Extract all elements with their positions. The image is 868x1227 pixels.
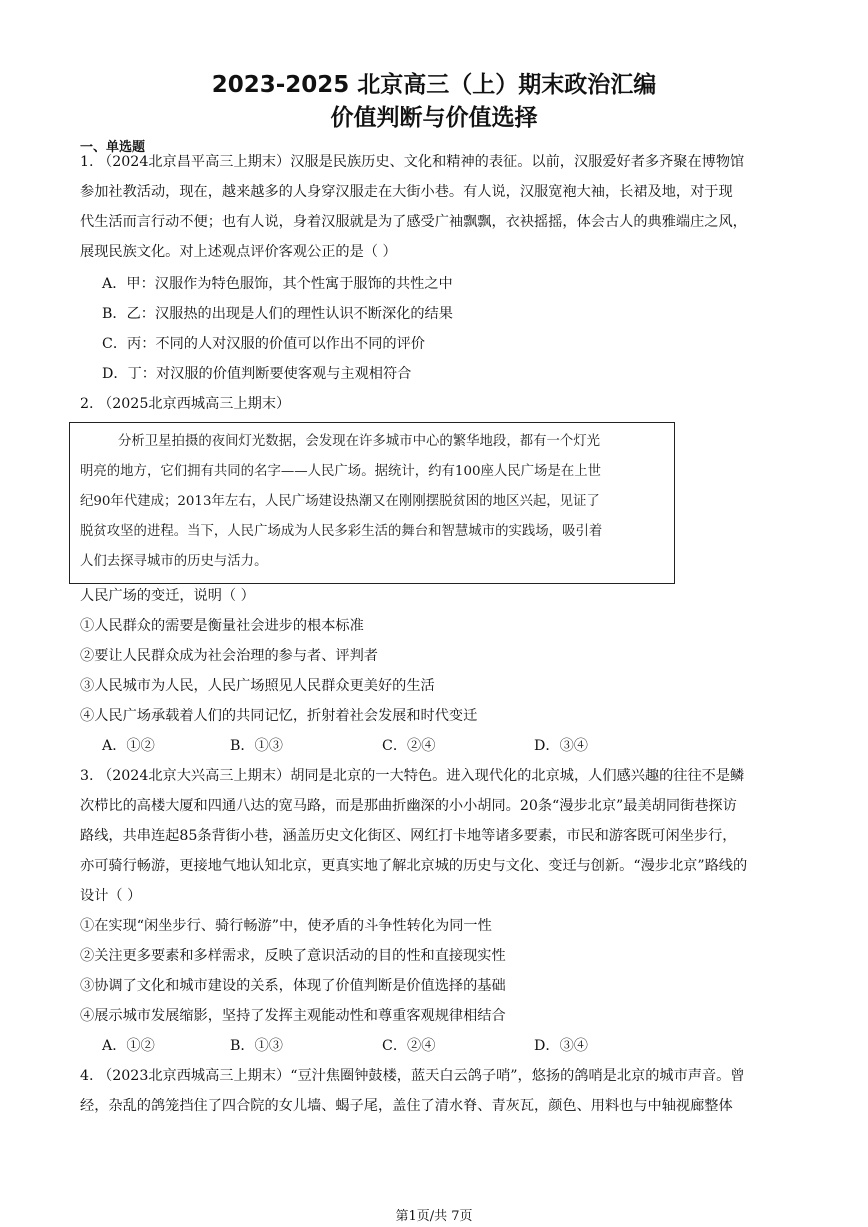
q3-choice-b: B．①③ (230, 1038, 283, 1054)
material-line: 分析卫星拍摄的夜间灯光数据，会发现在许多城市中心的繁华地段，都有一个灯光 (118, 434, 601, 449)
q2-statement-1: ①人民群众的需要是衡量社会进步的根本标准 (80, 618, 364, 634)
q3-statement-4: ④展示城市发展缩影，坚持了发挥主观能动性和尊重客观规律相结合 (80, 1008, 506, 1024)
q1-option-a: A．甲：汉服作为特色服饰，其个性寓于服饰的共性之中 (102, 276, 453, 292)
q3-line: 亦可骑行畅游，更接地气地认知北京，更真实地了解北京城的历史与文化、变迁与创新。“漫步北京”路线的 (80, 858, 748, 874)
q4-line: 经，杂乱的鸽笼挡住了四合院的女儿墙、蝎子尾，盖住了清水脊、青灰瓦，颜色、用料也与中轴视廊整体 (80, 1098, 733, 1114)
q2-choice-a: A．①② (102, 738, 155, 754)
q2-choice-d: D．③④ (534, 738, 588, 754)
document-subtitle: 价值判断与价值选择 (330, 105, 538, 131)
q3-line: 设计（ ） (80, 888, 142, 904)
q3-line: 次栉比的高楼大厦和四通八达的宽马路，而是那曲折幽深的小小胡同。20条“漫步北京”最美胡同街巷探访 (80, 798, 737, 814)
q1-option-d: D．丁：对汉服的价值判断要使客观与主观相符合 (102, 366, 412, 382)
q2-statement-2: ②要让人民群众成为社会治理的参与者、评判者 (80, 648, 378, 664)
section-heading: 一、单选题 (80, 140, 146, 155)
q1-line: 1. （2024北京昌平高三上期末）汉服是民族历史、文化和精神的表征。以前，汉服爱好者多齐聚在博物馆 (80, 154, 745, 170)
q3-line: 3. （2024北京大兴高三上期末）胡同是北京的一大特色。进入现代化的北京城，人们感兴趣的往往不是鳞 (80, 768, 745, 784)
q1-line: 参加社教活动，现在，越来越多的人身穿汉服走在大街小巷。有人说，汉服宽袍大袖，长裙及地，对于现 (80, 184, 733, 200)
q3-choice-c: C．②④ (382, 1038, 436, 1054)
q2-statement-3: ③人民城市为人民，人民广场照见人民群众更美好的生活 (80, 678, 435, 694)
q2-stem: 人民广场的变迁，说明（ ） (80, 588, 255, 604)
q1-option-c: C．丙：不同的人对汉服的价值可以作出不同的评价 (102, 336, 425, 352)
document-title: 2023-2025 北京高三（上）期末政治汇编 (211, 72, 657, 98)
q3-statement-2: ②关注更多要素和多样需求，反映了意识活动的目的性和直接现实性 (80, 948, 506, 964)
q3-line: 路线，共串连起85条背街小巷，涵盖历史文化街区、网红打卡地等诸多要素，市民和游客既可闲坐步行， (80, 828, 737, 844)
material-line: 纪90年代建成；2013年左右，人民广场建设热潮又在刚刚摆脱贫困的地区兴起，见证了 (80, 494, 600, 509)
material-line: 脱贫攻坚的进程。当下，人民广场成为人民多彩生活的舞台和智慧城市的实践场，吸引着 (80, 524, 603, 539)
q3-statement-3: ③协调了文化和城市建设的关系，体现了价值判断是价值选择的基础 (80, 978, 506, 994)
q2-statement-4: ④人民广场承载着人们的共同记忆，折射着社会发展和时代变迁 (80, 708, 478, 724)
q2-choice-b: B．①③ (230, 738, 283, 754)
page-number: 第1页/共 7页 (395, 1209, 473, 1224)
q1-line: 代生活而言行动不便；也有人说，身着汉服就是为了感受广袖飘飘，衣袂摇摇，体会古人的典雅端庄之风， (80, 214, 747, 230)
material-line: 明亮的地方，它们拥有共同的名字——人民广场。据统计，约有100座人民广场是在上世 (80, 464, 602, 479)
q1-line: 展现民族文化。对上述观点评价客观公正的是（ ） (80, 244, 397, 260)
q3-choice-d: D．③④ (534, 1038, 588, 1054)
q1-option-b: B．乙：汉服热的出现是人们的理性认识不断深化的结果 (102, 306, 453, 322)
q4-line: 4. （2023北京西城高三上期末）“豆汁焦圈钟鼓楼，蓝天白云鸽子哨”，悠扬的鸽哨是北京的城市声音。曾 (80, 1068, 745, 1084)
q3-statement-1: ①在实现“闲坐步行、骑行畅游”中，使矛盾的斗争性转化为同一性 (80, 918, 492, 934)
q2-header: 2. （2025北京西城高三上期末） (80, 396, 291, 412)
q3-choice-a: A．①② (102, 1038, 155, 1054)
q2-choice-c: C．②④ (382, 738, 436, 754)
material-line: 人们去探寻城市的历史与活力。 (80, 554, 268, 569)
